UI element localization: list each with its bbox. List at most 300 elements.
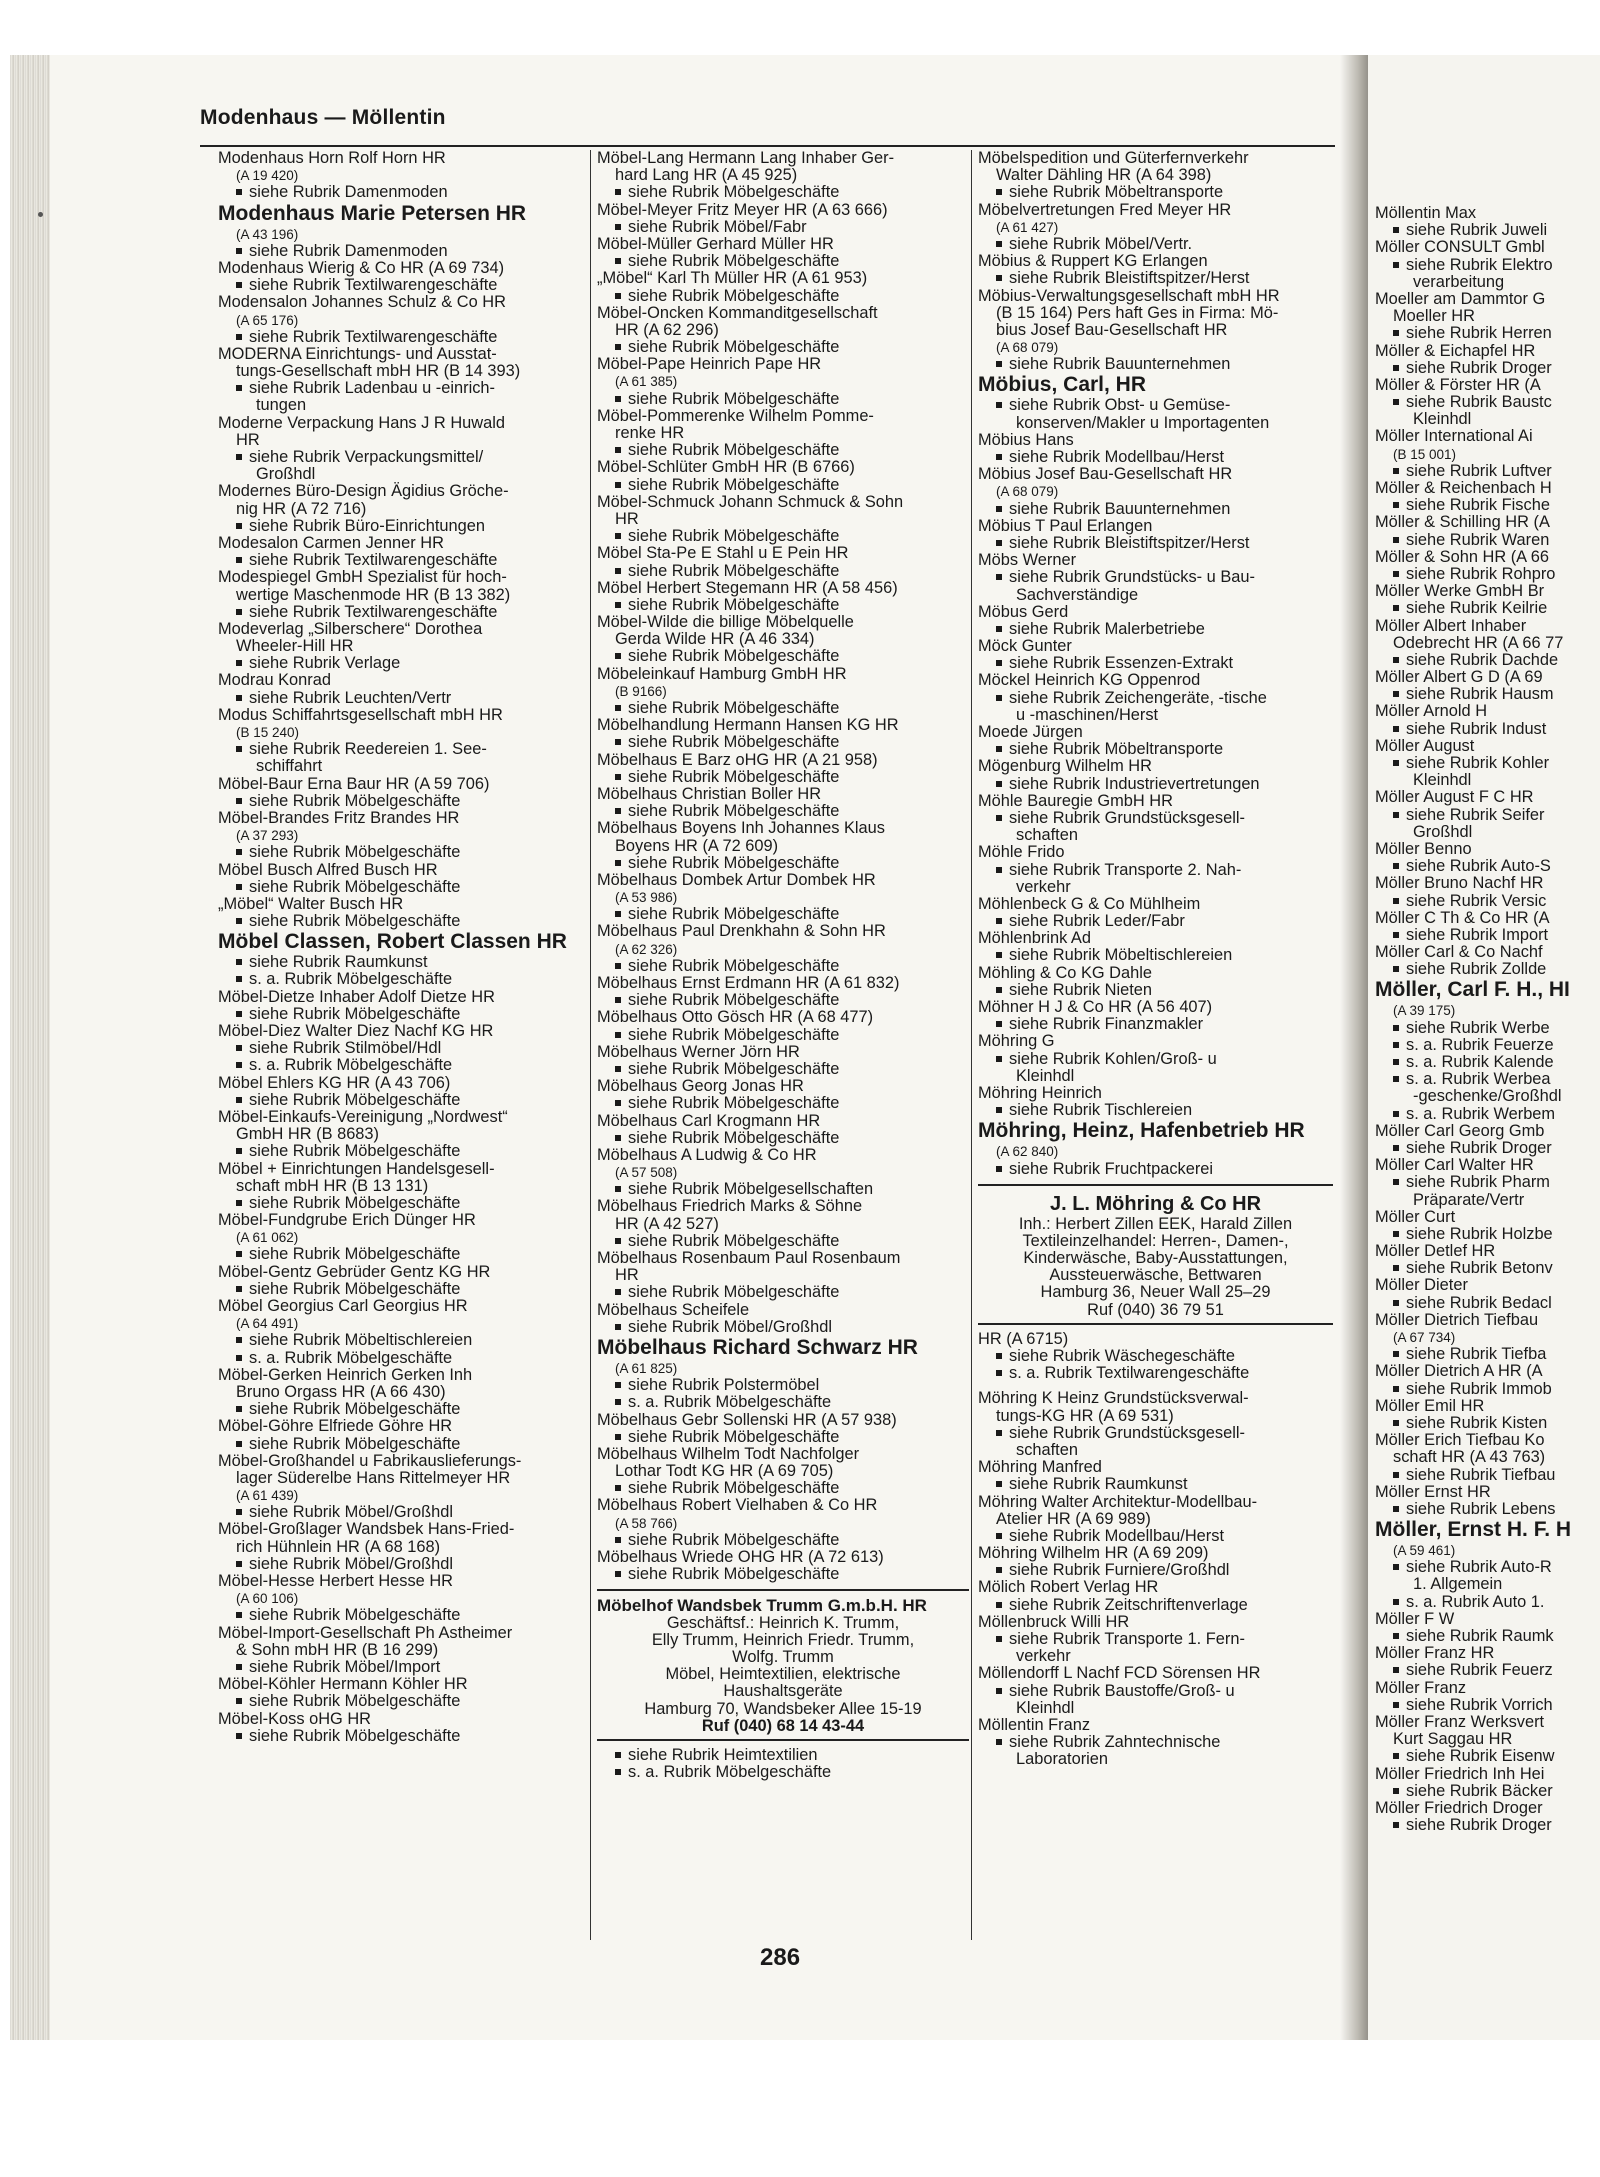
bullet-icon: [236, 1286, 242, 1292]
rubric-reference-text: siehe Rubrik Möbeltischlereien: [249, 1331, 473, 1350]
rubric-reference-text: siehe Rubrik Möbelgeschäfte: [249, 1004, 461, 1023]
bullet-icon: [615, 344, 621, 350]
entry-name: Möller & Sohn HR (A 66: [1375, 547, 1549, 566]
entry-name: Möbel-Hesse Herbert Hesse HR: [218, 1572, 454, 1590]
entry-continuation: renke HR: [615, 424, 685, 442]
rubric-reference-text: siehe Rubrik Bleistiftspitzer/Herst: [1009, 533, 1250, 552]
bullet-icon: [1393, 1564, 1399, 1570]
entry-name: Möllendorff L Nachf FCD Sörensen HR: [978, 1664, 1261, 1683]
bullet-icon: [996, 1056, 1002, 1062]
entry-name: Modesalon Carmen Jenner HR: [218, 533, 444, 552]
bullet-icon: [1393, 1111, 1399, 1117]
bullet-icon: [236, 1337, 242, 1343]
rubric-reference: [1375, 325, 1600, 342]
entry-name: Möbelhaus Gebr Sollenski HR (A 57 938): [597, 1410, 897, 1429]
bullet-icon: [236, 282, 242, 288]
rubric-reference: [218, 1006, 588, 1023]
rubric-reference-text: siehe Rubrik Möbelgeschäfte: [628, 1059, 840, 1078]
entry-continuation: rich Hühnlein HR (A 68 168): [236, 1537, 441, 1556]
bullet-icon: [996, 540, 1002, 546]
rubric-reference-text: siehe Rubrik Raumkunst: [249, 953, 428, 972]
rubric-reference-text: siehe Rubrik Bäcker: [1406, 1781, 1553, 1800]
bullet-icon: [996, 746, 1002, 752]
bullet-icon: [615, 568, 621, 574]
rubric-reference-text: siehe Rubrik Vorrich: [1406, 1695, 1553, 1714]
bullet-icon: [1393, 1025, 1399, 1031]
rubric-reference: [218, 741, 588, 758]
rubric-reference: [218, 184, 588, 201]
bullet-icon: [996, 454, 1002, 460]
rubric-reference: [218, 1504, 588, 1521]
rubric-reference-text: siehe Rubrik Möbeltransporte: [1009, 740, 1224, 759]
entry-name: Möbelhaus Scheifele: [597, 1300, 750, 1319]
rubric-reference: [597, 1429, 969, 1446]
entry-name: Möller Ernst HR: [1375, 1482, 1491, 1501]
entry-name: Möbelhaus Carl Krogmann HR: [597, 1111, 821, 1130]
rubric-reference-text: siehe Rubrik Lebens: [1406, 1499, 1556, 1518]
rubric-reference-text: siehe Rubrik Möbel/Großhdl: [249, 1554, 454, 1573]
rubric-reference-text: s. a. Rubrik Möbelgeschäfte: [249, 1348, 453, 1367]
rubric-reference: [597, 339, 969, 356]
entry-name: Möbel-Großhandel u Fabrikauslieferungs-: [218, 1451, 522, 1470]
entry-name: Möller Carl & Co Nachf: [1375, 943, 1543, 962]
entry-continuation: Gerda Wilde HR (A 46 334): [615, 630, 815, 649]
entry-name: Möller Bruno Nachf HR: [1375, 874, 1544, 893]
rubric-reference-text: siehe Rubrik Herren: [1406, 324, 1552, 343]
rubric-reference-text: siehe Rubrik Industrievertretungen: [1009, 774, 1260, 793]
rubric-reference-text: s. a. Rubrik Textilwarengeschäfte: [1009, 1364, 1250, 1383]
rubric-reference: [978, 1528, 1333, 1545]
register-number: (A 67 734): [1393, 1330, 1456, 1345]
rubric-reference: [218, 1350, 588, 1367]
entry-continuation: Walter Dähling HR (A 64 398): [996, 166, 1212, 185]
bullet-icon: [1393, 1059, 1399, 1065]
rubric-reference-continuation: schiffahrt: [256, 757, 323, 776]
entry-continuation: Wheeler-Hill HR: [236, 637, 354, 656]
bullet-icon: [236, 248, 242, 254]
page-header: Modenhaus — Möllentin: [200, 106, 446, 129]
rubric-reference: [597, 1319, 969, 1336]
bullet-icon: [236, 454, 242, 460]
entry-name: Möller August: [1375, 736, 1475, 755]
register-number: (A 58 766): [615, 1515, 678, 1531]
entry-name: Möbelhaus Dombek Artur Dombek HR: [597, 870, 876, 889]
entry-name: Möbius & Ruppert KG Erlangen: [978, 252, 1208, 271]
bullet-icon: [236, 1148, 242, 1154]
rubric-reference-text: siehe Rubrik Möbel/Fabr: [628, 217, 807, 236]
entry-name: Möbel-Schlüter GmbH HR (B 6766): [597, 458, 855, 477]
rubric-reference-text: siehe Rubrik Modellbau/Herst: [1009, 448, 1224, 466]
rubric-reference: [978, 1365, 1333, 1382]
register-number: (A 57 508): [615, 1165, 678, 1181]
entry-name-bold: Möbelhaus Richard Schwarz HR: [597, 1335, 918, 1359]
rubric-reference: [978, 1102, 1333, 1119]
entry-name: Möhlenbrink Ad: [978, 929, 1091, 948]
entry-name: Möller CONSULT Gmbl: [1375, 238, 1545, 257]
rubric-reference: [1375, 893, 1600, 910]
rubric-reference: [1375, 1226, 1600, 1243]
advertisement-box: [978, 1184, 1333, 1325]
entry-name: „Möbel“ Walter Busch HR: [218, 894, 404, 913]
bullet-icon: [615, 963, 621, 969]
entry-name: Möller C Th & Co HR (A: [1375, 908, 1550, 927]
entry-name: Möbelhaus Boyens Inh Johannes Klaus: [597, 819, 885, 838]
rubric-reference: [978, 1051, 1333, 1068]
bullet-icon: [1393, 1702, 1399, 1708]
bullet-icon: [615, 1382, 621, 1388]
entry-name: Möhling & Co KG Dahle: [978, 963, 1153, 982]
bullet-icon: [1393, 1265, 1399, 1271]
bullet-icon: [615, 1032, 621, 1038]
rubric-reference: [218, 1246, 588, 1263]
entry-name-bold: Möhring, Heinz, Hafenbetrieb HR: [978, 1119, 1305, 1143]
rubric-reference: [597, 253, 969, 270]
bullet-icon: [996, 1602, 1002, 1608]
entry-name: Möller Dieter: [1375, 1276, 1468, 1295]
rubric-reference-text: siehe Rubrik Textilwarengeschäfte: [249, 602, 498, 621]
bullet-icon: [615, 258, 621, 264]
rubric-reference: [597, 1027, 969, 1044]
column-1: [218, 150, 588, 1745]
rubric-reference: [218, 1040, 588, 1057]
rubric-reference-text: siehe Rubrik Versic: [1406, 891, 1547, 910]
bullet-icon: [236, 918, 242, 924]
rubric-reference-text: siehe Rubrik Möbelgeschäfte: [249, 1279, 461, 1298]
rubric-reference-text: siehe Rubrik Möbelgeschäfte: [249, 877, 461, 896]
rubric-reference: [1375, 463, 1600, 480]
bullet-icon: [1393, 1633, 1399, 1639]
bullet-icon: [1393, 1179, 1399, 1185]
register-number: (A 65 176): [236, 312, 299, 328]
bullet-icon: [996, 918, 1002, 924]
entry-name-bold: Möbel Classen, Robert Classen HR: [218, 930, 567, 954]
bullet-icon: [615, 774, 621, 780]
bullet-icon: [1393, 932, 1399, 938]
rubric-reference-text: siehe Rubrik Möbelgeschäfte: [628, 956, 840, 975]
bullet-icon: [1393, 1788, 1399, 1794]
entry-name: Mölich Robert Verlag HR: [978, 1578, 1159, 1597]
rubric-reference: [1375, 1559, 1600, 1576]
rubric-reference: [218, 1693, 588, 1710]
rubric-reference-text: siehe Rubrik Bedacl: [1406, 1293, 1552, 1312]
rubric-reference-text: siehe Rubrik Modellbau/Herst: [1009, 1526, 1224, 1545]
rubric-reference-text: siehe Rubrik Import: [1406, 925, 1549, 944]
bullet-icon: [236, 189, 242, 195]
entry-name: Möbelhaus Christian Boller HR: [597, 784, 822, 803]
bullet-icon: [996, 402, 1002, 408]
bullet-icon: [615, 808, 621, 814]
entry-name: Möhring Wilhelm HR (A 69 209): [978, 1544, 1209, 1563]
bullet-icon: [236, 1355, 242, 1361]
rubric-reference: [1375, 532, 1600, 549]
rubric-reference-continuation: konserven/Makler u Importagenten: [1016, 413, 1270, 432]
bullet-icon: [236, 695, 242, 701]
rubric-reference-text: s. a. Rubrik Werbem: [1406, 1104, 1556, 1123]
bullet-icon: [615, 293, 621, 299]
bullet-icon: [236, 1509, 242, 1515]
rubric-reference-text: siehe Rubrik Zeichengeräte, -tische: [1009, 688, 1267, 707]
rubric-reference: [218, 844, 588, 861]
entry-name: Möbius-Verwaltungsgesellschaft mbH HR: [978, 286, 1280, 305]
entry-name: Moderne Verpackung Hans J R Huwald: [218, 413, 505, 432]
rubric-reference-text: s. a. Rubrik Möbelgeschäfte: [249, 970, 453, 989]
bullet-icon: [996, 1166, 1002, 1172]
rubric-reference-continuation: Großhdl: [256, 465, 316, 484]
entry-continuation: bius Josef Bau-Gesellschaft HR: [996, 320, 1228, 339]
rubric-reference-text: siehe Rubrik Ladenbau u -einrich-: [249, 379, 496, 398]
rubric-reference: [597, 769, 969, 786]
entry-name: Moede Jürgen: [978, 723, 1083, 741]
rubric-reference-text: siehe Rubrik Möbelgeschäfte: [628, 699, 840, 717]
rubric-reference-text: s. a. Rubrik Auto 1.: [1406, 1592, 1545, 1611]
entry-name: Möbelhaus Friedrich Marks & Söhne: [597, 1197, 863, 1216]
rubric-reference: [1375, 394, 1600, 411]
rubric-reference-text: siehe Rubrik Reedereien 1. See-: [249, 740, 487, 759]
rubric-reference-text: siehe Rubrik Möbelgeschäfte: [249, 843, 461, 862]
entry-name: Möller Arnold H: [1375, 702, 1488, 721]
rubric-reference-text: siehe Rubrik Möbelgeschäfte: [628, 1128, 840, 1147]
bullet-icon: [1393, 502, 1399, 508]
entry-continuation: lager Süderelbe Hans Rittelmeyer HR: [236, 1468, 511, 1487]
bullet-icon: [1393, 1420, 1399, 1426]
rubric-reference: [597, 1130, 969, 1147]
entry-name: Möller Dietrich A HR (A: [1375, 1362, 1543, 1381]
rubric-reference: [218, 1143, 588, 1160]
bullet-icon: [236, 609, 242, 615]
entry-name: Möbius Hans: [978, 430, 1074, 449]
rubric-reference: [978, 449, 1333, 466]
rubric-reference-text: siehe Rubrik Möbelgesellschaften: [628, 1180, 874, 1199]
bullet-icon: [615, 1289, 621, 1295]
column-divider: [590, 150, 591, 1940]
entry-name: Möbel-Lang Hermann Lang Inhaber Ger-: [597, 149, 895, 167]
advertisement-line: Möbel, Heimtextilien, elektrische: [665, 1665, 901, 1684]
entry-name: Möller Franz: [1375, 1678, 1467, 1697]
rubric-reference: [218, 1401, 588, 1418]
rubric-reference-text: siehe Rubrik Leuchten/Vertr: [249, 688, 452, 707]
bullet-icon: [615, 1434, 621, 1440]
advertisement-line: Hamburg 70, Wandsbeker Allee 15-19: [644, 1699, 922, 1718]
bullet-icon: [1393, 571, 1399, 577]
entry-name: Möbel-Oncken Kommanditgesellschaft: [597, 303, 878, 322]
rubric-reference-text: siehe Rubrik Möbelgeschäfte: [628, 802, 840, 821]
column-4: [1375, 205, 1600, 1834]
register-number: (A 68 079): [996, 340, 1059, 356]
bullet-icon: [615, 1238, 621, 1244]
entry-name: Möller Emil HR: [1375, 1396, 1485, 1415]
entry-name: Möbel-Fundgrube Erich Dünger HR: [218, 1211, 476, 1230]
bullet-icon: [996, 1688, 1002, 1694]
entry-continuation: HR: [236, 430, 260, 449]
advertisement-line: Inh.: Herbert Zillen EEK, Harald Zillen: [1018, 1214, 1293, 1233]
rubric-reference-text: siehe Rubrik Raumk: [1406, 1627, 1554, 1645]
rubric-reference: [978, 1348, 1333, 1365]
rubric-reference-text: siehe Rubrik Möbel/Großhdl: [249, 1503, 454, 1522]
entry-continuation: & Sohn mbH HR (B 16 299): [236, 1640, 439, 1659]
register-number: (A 61 385): [615, 374, 678, 390]
bullet-icon: [1393, 1145, 1399, 1151]
entry-continuation: Moeller HR: [1393, 307, 1475, 326]
entry-continuation: schaft HR (A 43 763): [1393, 1448, 1546, 1467]
bullet-icon: [236, 1097, 242, 1103]
rubric-reference: [597, 442, 969, 459]
rubric-reference-text: siehe Rubrik Möbelgeschäfte: [628, 647, 840, 666]
rubric-reference-text: s. a. Rubrik Möbelgeschäfte: [249, 1056, 453, 1075]
rubric-reference: [978, 501, 1333, 518]
rubric-reference: [978, 1476, 1333, 1493]
rubric-reference: [1375, 222, 1600, 239]
bullet-icon: [1393, 1506, 1399, 1512]
bullet-icon: [236, 557, 242, 563]
bullet-icon: [236, 1251, 242, 1257]
entry-name: Möllentin Franz: [978, 1715, 1091, 1734]
entry-name: Möbel Herbert Stegemann HR (A 58 456): [597, 578, 898, 597]
entry-name: Möbel-Einkaufs-Vereinigung „Nordwest“: [218, 1107, 508, 1126]
rubric-reference: [978, 1597, 1333, 1614]
rubric-reference: [978, 270, 1333, 287]
bullet-icon: [615, 1571, 621, 1577]
bullet-icon: [615, 224, 621, 230]
next-page-fragment: [1368, 55, 1600, 2040]
rubric-reference: [597, 1095, 969, 1112]
entry-name: Möller Carl Georg Gmb: [1375, 1121, 1545, 1140]
entry-continuation: HR (A 42 527): [615, 1214, 719, 1233]
rubric-reference-text: siehe Rubrik Tischlereien: [1009, 1101, 1193, 1120]
rubric-reference: [978, 621, 1333, 638]
rubric-reference-text: siehe Rubrik Essenzen-Extrakt: [1009, 654, 1234, 673]
bullet-icon: [996, 189, 1002, 195]
rubric-reference: [978, 184, 1333, 201]
entry-name: Möbelhaus Georg Jonas HR: [597, 1077, 804, 1096]
bullet-icon: [1393, 227, 1399, 233]
rubric-reference: [1375, 600, 1600, 617]
rubric-reference-text: siehe Rubrik Droger: [1406, 1816, 1552, 1835]
entry-name: Möbelhaus Rosenbaum Paul Rosenbaum: [597, 1249, 901, 1267]
entry-name-bold: Modenhaus Marie Petersen HR: [218, 201, 527, 225]
rubric-reference-text: siehe Rubrik Damenmoden: [249, 183, 448, 202]
rubric-reference-text: siehe Rubrik Kohler: [1406, 754, 1550, 772]
rubric-reference: [597, 1181, 969, 1198]
bullet-icon: [236, 334, 242, 340]
entry-name: Möbel Sta-Pe E Stahl u E Pein HR: [597, 544, 849, 563]
rubric-reference: [218, 1728, 588, 1745]
rubric-reference-text: siehe Rubrik Möbelgeschäfte: [628, 1530, 840, 1549]
book-spine-shadow: [1340, 55, 1370, 2040]
rubric-reference-text: siehe Rubrik Nieten: [1009, 980, 1153, 999]
rubric-reference-text: s. a. Rubrik Kalende: [1406, 1053, 1554, 1071]
entry-name: Möller Albert Inhaber: [1375, 616, 1527, 635]
rubric-reference-text: siehe Rubrik Furniere/Großhdl: [1009, 1561, 1230, 1580]
bullet-icon: [615, 1769, 621, 1775]
entry-name: Möhring K Heinz Grundstücksverwal-: [978, 1389, 1249, 1408]
entry-name: Mögenburg Wilhelm HR: [978, 757, 1152, 776]
rubric-reference-text: siehe Rubrik Grundstücks- u Bau-: [1009, 568, 1255, 587]
entry-name: Möller Werke GmbH Br: [1375, 582, 1545, 601]
rubric-reference-text: siehe Rubrik Kisten: [1406, 1413, 1548, 1432]
rubric-reference: [978, 1425, 1333, 1442]
rubric-reference-continuation: tungen: [256, 396, 307, 415]
entry-name: Möhner H J & Co HR (A 56 407): [978, 998, 1213, 1016]
entry-name: HR (A 6715): [978, 1329, 1069, 1348]
bullet-icon: [1393, 726, 1399, 732]
rubric-reference-text: siehe Rubrik Seifer: [1406, 805, 1545, 824]
rubric-reference-text: siehe Rubrik Möbelgeschäfte: [628, 1231, 840, 1250]
entry-name: Möhle Frido: [978, 843, 1065, 862]
bullet-icon: [996, 815, 1002, 821]
entry-name: Möller Benno: [1375, 839, 1472, 858]
entry-name: Möller Carl Walter HR: [1375, 1156, 1534, 1175]
bullet-icon: [1393, 1300, 1399, 1306]
rubric-reference-text: siehe Rubrik Fische: [1406, 496, 1550, 515]
rubric-reference: [978, 741, 1333, 758]
rubric-reference: [218, 1057, 588, 1074]
rubric-reference: [1375, 497, 1600, 514]
rubric-reference-text: siehe Rubrik Möbel/Großhdl: [628, 1317, 833, 1336]
entry-name: Möller F W: [1375, 1609, 1455, 1628]
entry-name: MODERNA Einrichtungs- und Ausstat-: [218, 344, 497, 363]
register-number: (A 61 062): [236, 1230, 299, 1246]
bullet-icon: [236, 798, 242, 804]
bullet-icon: [615, 447, 621, 453]
entry-name: Möhring G: [978, 1032, 1055, 1051]
rubric-reference: [1375, 1467, 1600, 1484]
rubric-reference-text: siehe Rubrik Juweli: [1406, 221, 1548, 240]
register-number: (A 60 106): [236, 1591, 299, 1607]
rubric-reference-text: siehe Rubrik Holzbe: [1406, 1224, 1553, 1243]
rubric-reference: [1375, 1346, 1600, 1363]
rubric-reference: [218, 380, 588, 397]
entry-name: Möbius T Paul Erlangen: [978, 516, 1153, 535]
rubric-reference: [218, 655, 588, 672]
bullet-icon: [1393, 863, 1399, 869]
rubric-reference-text: siehe Rubrik Dachde: [1406, 650, 1559, 669]
rubric-reference-text: s. a. Rubrik Werbea: [1406, 1070, 1551, 1089]
rubric-reference-text: siehe Rubrik Möbelgeschäfte: [249, 1726, 461, 1745]
rubric-reference: [218, 793, 588, 810]
rubric-reference: [978, 655, 1333, 672]
bullet-icon: [615, 602, 621, 608]
rubric-reference-text: siehe Rubrik Zeitschriftenverlage: [1009, 1595, 1248, 1614]
bullet-icon: [236, 1200, 242, 1206]
rubric-reference-text: siehe Rubrik Waren: [1406, 530, 1550, 549]
rubric-reference-text: siehe Rubrik Textilwarengeschäfte: [249, 276, 498, 295]
entry-name: Möbeleinkauf Hamburg GmbH HR: [597, 664, 847, 683]
rubric-reference: [597, 1747, 969, 1764]
entry-name: Möbel-Dietze Inhaber Adolf Dietze HR: [218, 987, 495, 1006]
rubric-reference: [597, 528, 969, 545]
rubric-reference: [597, 1480, 969, 1497]
entry-name: Möller & Eichapfel HR: [1375, 341, 1536, 360]
rubric-reference: [1375, 257, 1600, 274]
entry-continuation: tungs-Gesellschaft mbH HR (B 14 393): [236, 362, 521, 381]
rubric-reference-text: siehe Rubrik Auto-S: [1406, 857, 1551, 876]
rubric-reference-continuation: Präparate/Vertr: [1413, 1190, 1525, 1209]
rubric-reference: [218, 1436, 588, 1453]
rubric-reference-continuation: Kleinhdl: [1016, 1698, 1075, 1717]
rubric-reference: [1375, 1628, 1600, 1645]
bullet-icon: [236, 1062, 242, 1068]
entry-name: Moeller am Dammtor G: [1375, 289, 1546, 308]
rubric-reference: [1375, 1020, 1600, 1037]
rubric-reference-continuation: verkehr: [1016, 1647, 1071, 1666]
bullet-icon: [236, 523, 242, 529]
bullet-icon: [236, 1561, 242, 1567]
entry-name: Möckel Heinrich KG Oppenrod: [978, 671, 1201, 690]
bullet-icon: [1393, 657, 1399, 663]
bullet-icon: [996, 1533, 1002, 1539]
entry-name: Modrau Konrad: [218, 671, 331, 690]
rubric-reference: [218, 449, 588, 466]
